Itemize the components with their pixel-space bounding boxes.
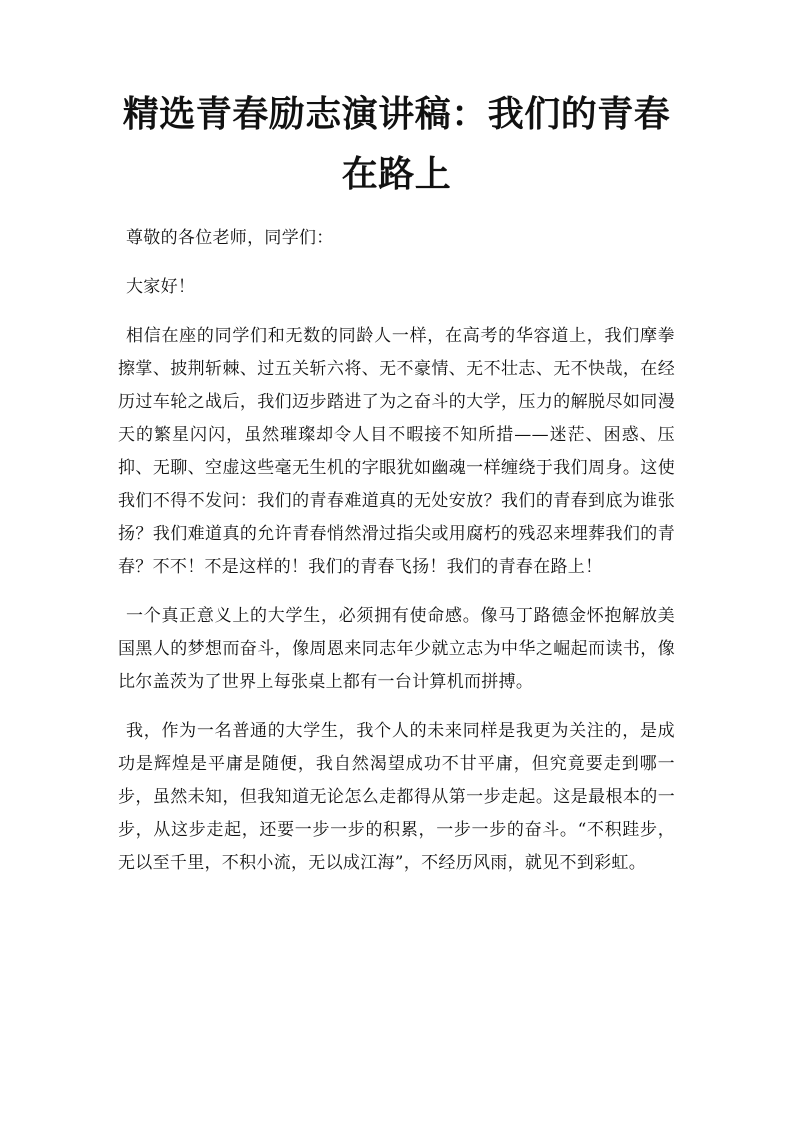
body-paragraph-1: 相信在座的同学们和无数的同龄人一样，在高考的华容道上，我们摩拳擦掌、披荆斩棘、过五关斩六将、无不豪情、无不壮志、无不快哉，在经历过车轮之战后，我们迈步踏进了为之奋斗的大学，压力的解脱尽如同漫天的繁星闪闪，虽然璀璨却令人目不暇接不知所措——迷茫、困惑、压抑、无聊、空虚这些毫无生机的字眼犹如幽魂一样缠绕于我们周身。这使我们不得不发问：我们的青春难道真的无处安放？我们的青春到底为谁张扬？我们难道真的允许青春悄然滑过指尖或用腐朽的残忍来埋葬我们的青春？不不！不是这样的！我们的青春飞扬！我们的青春在路上！ <box>118 326 675 577</box>
document-title: 精选青春励志演讲稿：我们的青春在路上 <box>122 93 671 195</box>
greeting: 大家好！ <box>126 277 196 297</box>
salutation: 尊敬的各位老师，同学们： <box>126 228 334 248</box>
body-paragraph-2: 一个真正意义上的大学生，必须拥有使命感。像马丁路德金怀抱解放美国黑人的梦想而奋斗，像周恩来同志年少就立志为中华之崛起而读书，像比尔盖茨为了世界上每张桌上都有一台计算机而拼搏。 <box>118 606 675 692</box>
body-paragraph-3: 我，作为一名普通的大学生，我个人的未来同样是我更为关注的，是成功是辉煌是平庸是随便，我自然渴望成功不甘平庸，但究竟要走到哪一步，虽然未知，但我知道无论怎么走都得从第一步走起。这是最根本的一步，从这步走起，还要一步一步的积累，一步一步的奋斗。“不积跬步，无以至千里，不积小流，无以成江海”，不经历风雨，就见不到彩虹。 <box>118 721 675 873</box>
